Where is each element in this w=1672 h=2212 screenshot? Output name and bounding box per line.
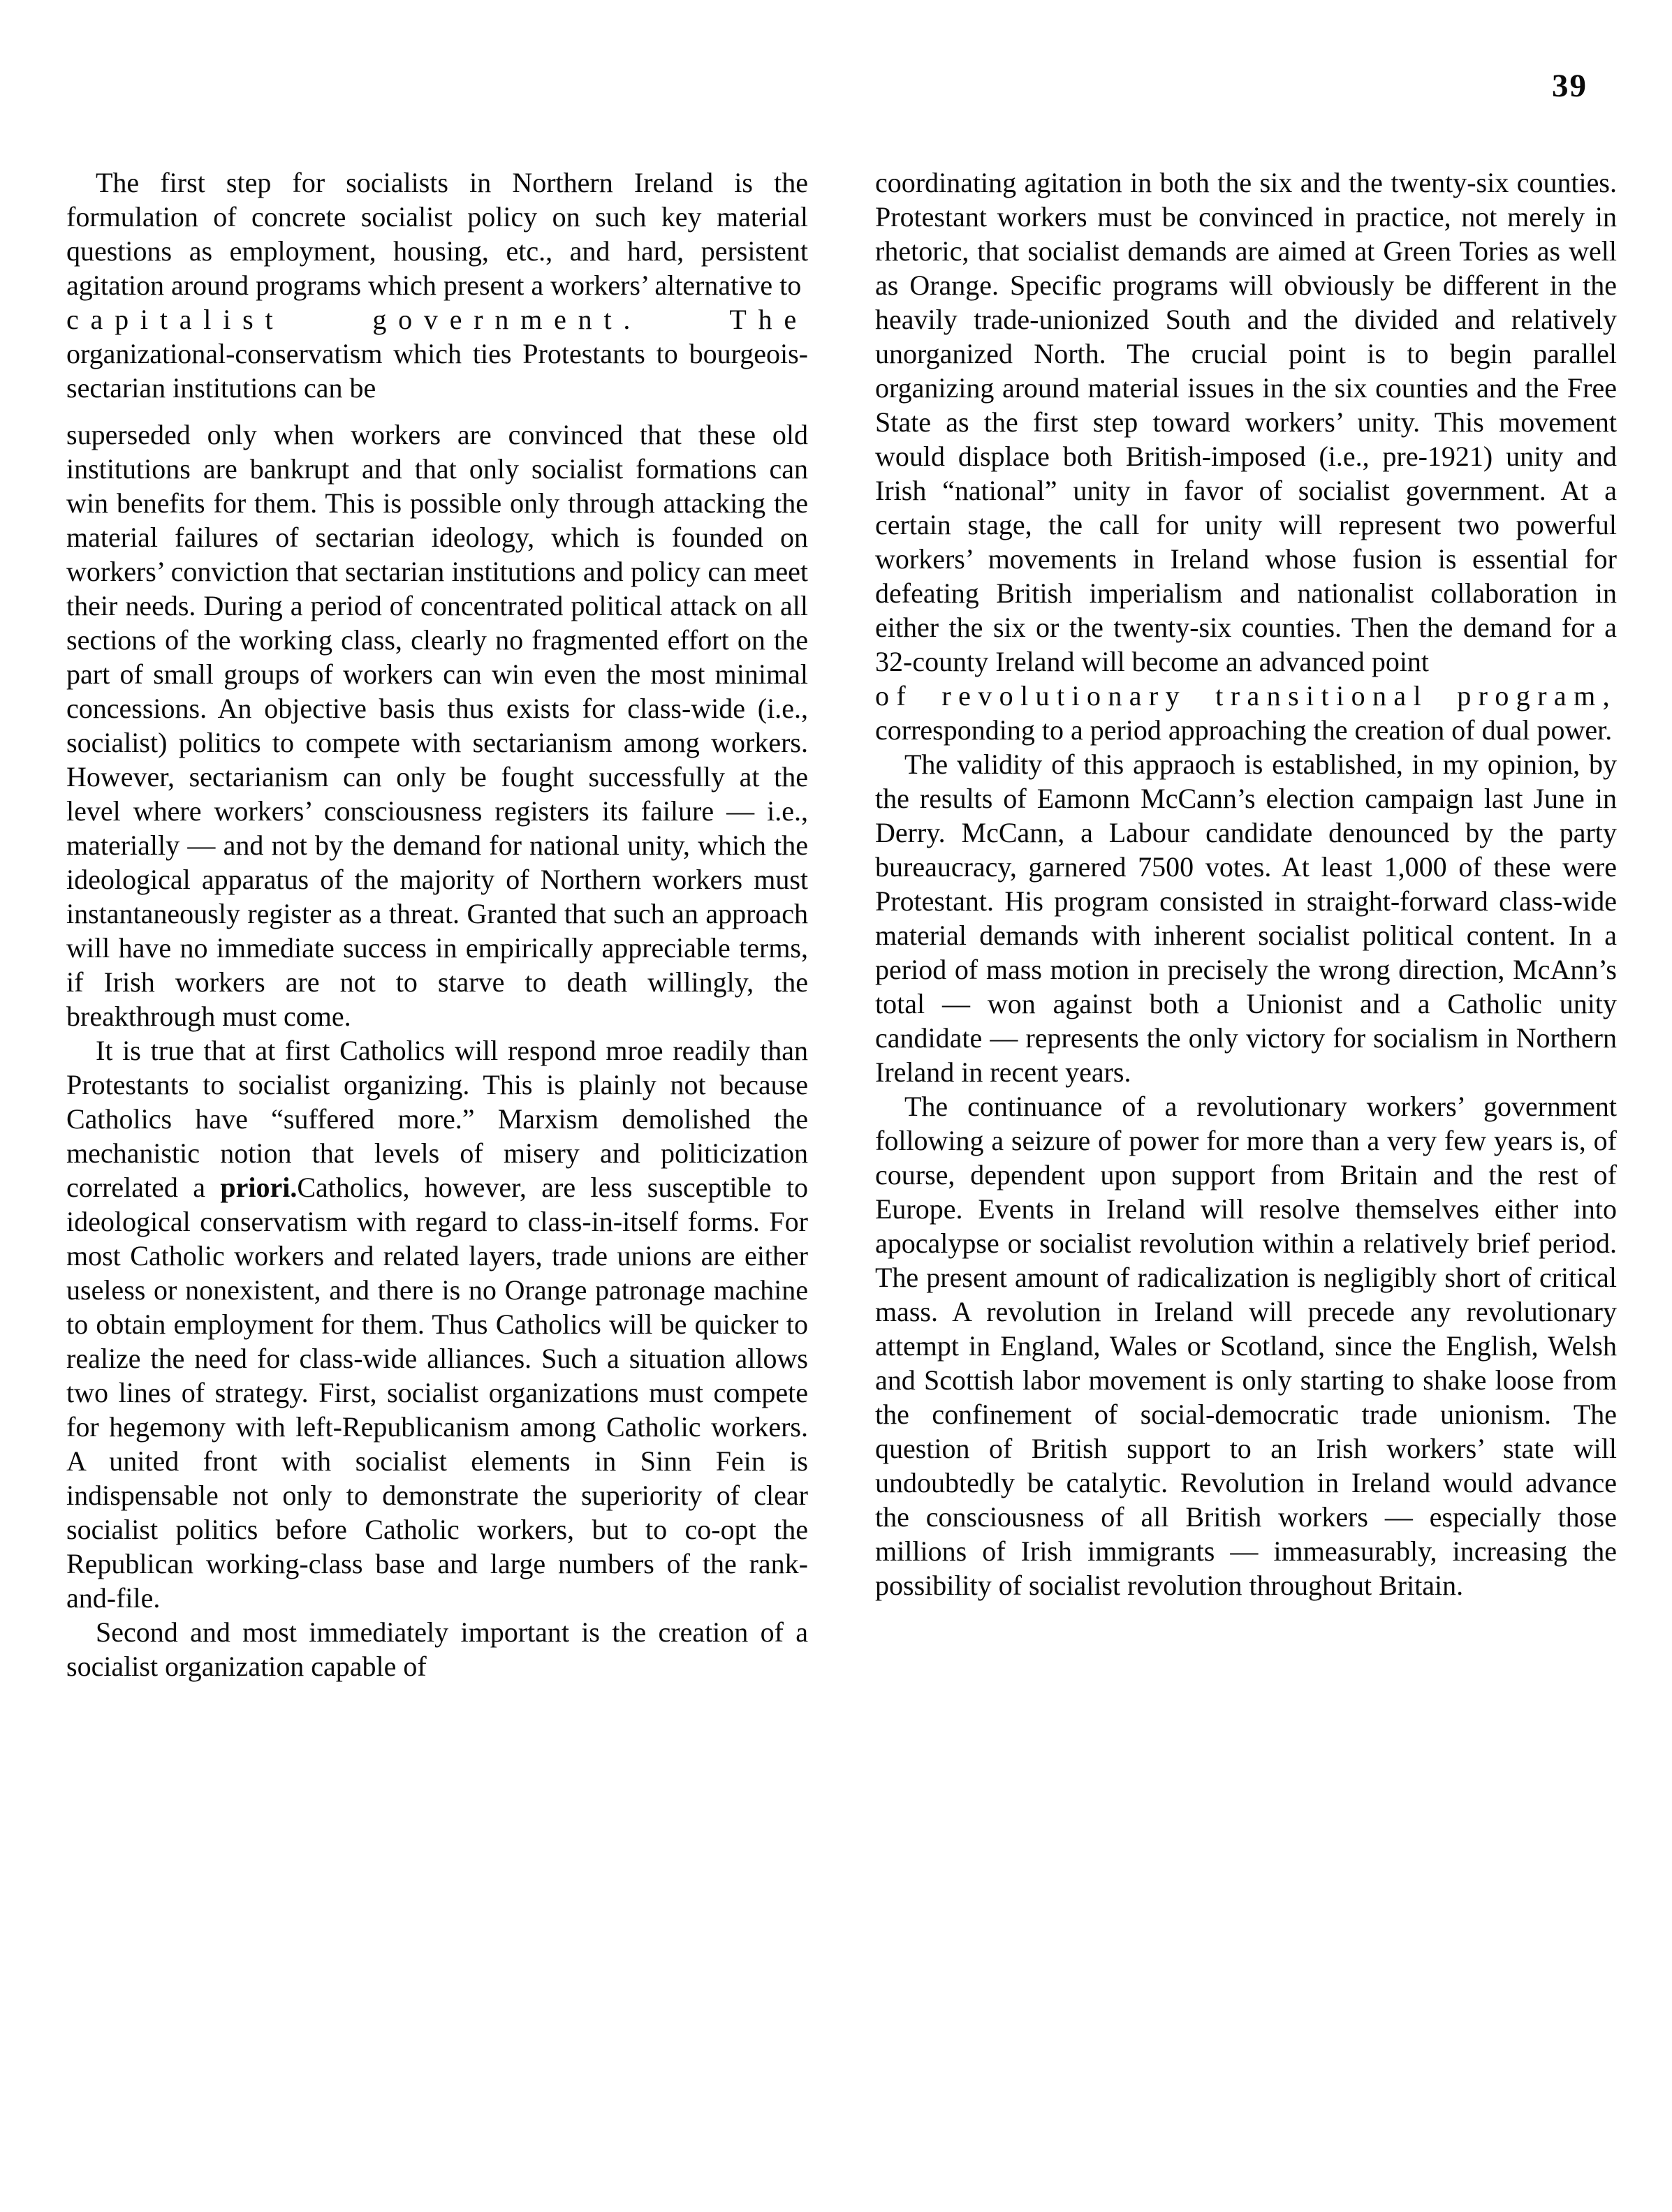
paragraph-continuance: The continuance of a revolutionary workers’ government following a seizure of power for more than a very few years is, of course, dependent upon support from Britain and the rest of Europe. Events in Ireland will resolve themselves either into apocalypse or socialist revolution within a relatively brief period. The present amount of radicalization is negligibly short of critical mass. A revolution in Ireland will precede any revolutionary attempt in England, Wales or Scotland, since the English, Welsh and Scottish labor movement is only starting to shake loose from the confinement of social-democratic trade unionism. The question of British support to an Irish workers’ state will undoubtedly be catalytic. Revolution in Ireland would advance the consciousness of all British workers — especially those millions of Irish immigrants — immeasurably, increasing the possibility of socialist revolution throughout Britain. [875, 1091, 1617, 1601]
paragraph-second-task: Second and most immediately important is the creation of a socialist organization capable of [66, 1616, 808, 1682]
paragraph-first-step [66, 165, 808, 1033]
paragraph-text: Catholics, however, are less susceptible to ideological conservatism with regard to class-in-itself forms. For most Catholic workers and related layers, trade unions are either useless or nonexistent, and there is no Orange patronage machine to obtain employment for them. Thus Catholics will be quicker to realize the need for class-wide alliances. Such a situation allows two lines of strategy. First, socialist organizations must compete for hegemony with left-Republicanism among Catholic workers. A united front with socialist elements in Sinn Fein is indispensable not only to demonstrate the superiority of clear socialist politics before Catholic workers, but to co-opt the Republican working-class base and large numbers of the rank-and-file. [66, 1172, 809, 1614]
bold-phrase: priori. [220, 1172, 298, 1203]
right-column [875, 165, 1617, 1602]
page-number: 39 [1552, 68, 1587, 104]
paragraph-mccann-campaign: The validity of this appraoch is established, in my opinion, by the results of Eamonn McCann’s election campaign last June in Derry. McCann, a Labour candidate denounced by the party bureaucracy, garnered 7500 votes. At least 1,000 of these were Protestant. His program consisted in straight-forward class-wide material demands with inherent socialist political content. In a period of mass motion in precisely the wrong direction, McAnn’s total — won against both a Unionist and a Catholic unity candidate — represents the only victory for socialism in Northern Ireland in recent years. [875, 749, 1617, 1088]
left-column [66, 165, 808, 1683]
paragraph-text: corresponding to a period approaching the creation of dual power. [875, 714, 1613, 746]
letterspaced-line: of revolutionary transitional program, [875, 680, 1617, 711]
paragraph-text: The first step for socialists in Northern Ireland is the formulation of concrete socialist policy on such key material questions as employment, housing, etc., and hard, persistent agitation around programs which present a workers’ alternative to [66, 167, 808, 301]
paragraph-text: organizational-conservatism which ties Protestants to bourgeois-sectarian institutions can be [66, 338, 808, 404]
paragraph-catholics-respond [66, 1033, 808, 1615]
paragraph-text: superseded only when workers are convinced that these old institutions are bankrupt and that only socialist formations can win benefits for them. This is possible only through attacking the material failures of sectarian ideology, which is founded on workers’ conviction that sectarian institutions and policy can meet their needs. During a period of concentrated political attack on all sections of the working class, clearly no fragmented effort on the part of small groups of workers can win even the most minimal concessions. An objective basis thus exists for class-wide (i.e., socialist) politics to compete with sectarianism among workers. However, sectarianism can only be fought successfully at the level where workers’ consciousness registers its failure — i.e., materially — and not by the demand for national unity, which the ideological apparatus of the majority of Northern workers must instantaneously register as a threat. Granted that such an approach will have no immediate success in empirically appreciable terms, if Irish workers are not to starve to death willingly, the breakthrough must come. [66, 419, 808, 1032]
paragraph-text: It is true that at first Catholics will respond mroe readily than Protestants to socialist organizing. This is plainly not because Catholics have “suffered more.” Marxism demolished the mechanistic notion that levels of misery and politicization correlated a [66, 1035, 808, 1203]
paragraph-coordinating [875, 165, 1617, 747]
letterspaced-line: capitalist government. The [66, 304, 808, 335]
paragraph-text: coordinating agitation in both the six and the twenty-six counties. Protestant workers must be convinced in practice, not merely in rhetoric, that socialist demands are aimed at Green Tories as well as Orange. Specific programs will obviously be different in the heavily trade-unionized South and the divided and relatively unorganized North. The crucial point is to begin parallel organizing around material issues in the six counties and the Free State as the first step toward workers’ unity. This movement would displace both British-imposed (i.e., pre-1921) unity and Irish “national” unity in favor of socialist government. At a certain stage, the call for unity will represent two powerful workers’ movements in Ireland whose fusion is essential for defeating British imperialism and nationalist collaboration in either the six or the twenty-six counties. Then the demand for a 32-county Ireland will become an advanced point [875, 167, 1617, 677]
